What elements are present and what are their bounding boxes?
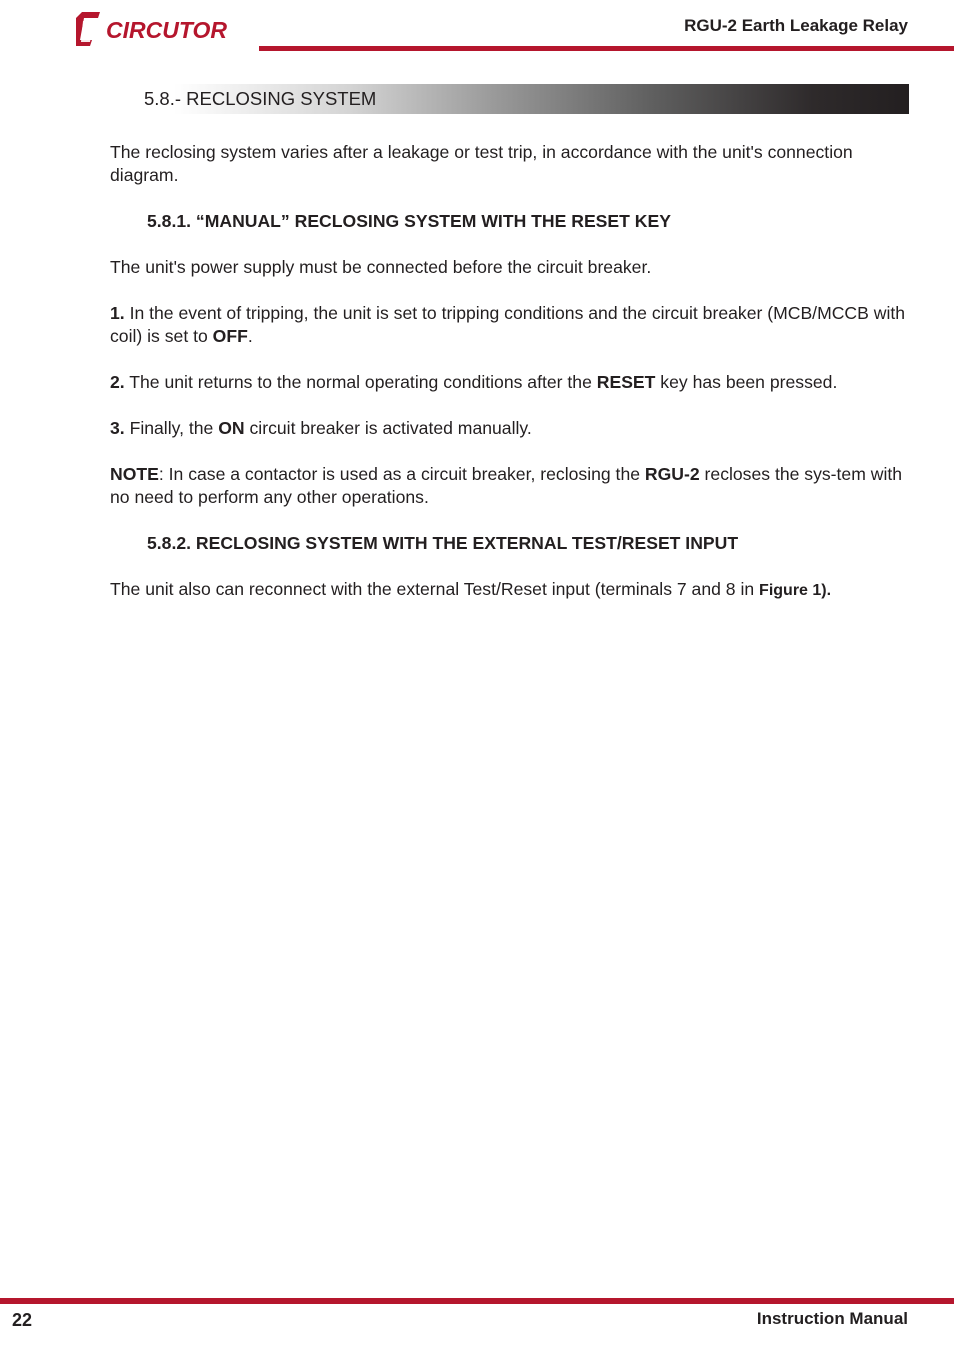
step-text-end: . [247, 326, 253, 346]
intro-paragraph: The reclosing system varies after a leakage or test trip, in accordance with the unit's connection diagram. [110, 142, 853, 185]
footer-rule [0, 1298, 954, 1304]
step-number: 2. [110, 372, 125, 392]
svg-text:CIRCUTOR: CIRCUTOR [106, 17, 227, 43]
page-number: 22 [12, 1310, 33, 1330]
figure-reference: Figure 1). [759, 582, 832, 599]
footer-title: Instruction Manual [756, 1309, 908, 1328]
step-text-end: circuit breaker is activated manually. [244, 418, 532, 438]
section-bar [110, 84, 909, 114]
step-text: Finally, the [124, 418, 219, 438]
power-supply-paragraph: The unit's power supply must be connected before the circuit breaker. [110, 257, 652, 277]
circutor-logo [70, 10, 250, 48]
step-1 [110, 302, 910, 348]
subsection-heading-external: 5.8.2. RECLOSING SYSTEM WITH THE EXTERNAL TEST/RESET INPUT [147, 533, 739, 553]
note-text-end: recloses the sys-tem with no need to perform any other operations. [110, 464, 903, 507]
external-paragraph [110, 578, 910, 602]
content [110, 141, 910, 625]
external-text: The unit also can reconnect with the external Test/Reset input (terminals 7 and 8 in [110, 579, 760, 599]
step-keyword: OFF [212, 326, 248, 346]
note-text: : In case a contactor is used as a circuit breaker, reclosing the [158, 464, 645, 484]
step-3 [110, 417, 910, 440]
step-text: In the event of tripping, the unit is set to tripping conditions and the circuit breaker (MCB/MCCB with coil) is set to [110, 303, 906, 346]
step-keyword: ON [218, 418, 245, 438]
step-keyword: RESET [596, 372, 656, 392]
note-label: NOTE [110, 464, 159, 484]
step-2 [110, 371, 910, 394]
step-number: 1. [110, 303, 125, 323]
section-title: 5.8.- RECLOSING SYSTEM [144, 88, 377, 109]
note-keyword: RGU-2 [644, 464, 700, 484]
step-text-end: key has been pressed. [655, 372, 838, 392]
subsection-heading-manual: 5.8.1. “MANUAL” RECLOSING SYSTEM WITH THE RESET KEY [147, 211, 671, 231]
header-rule [259, 46, 954, 51]
step-number: 3. [110, 418, 125, 438]
step-text: The unit returns to the normal operating conditions after the [124, 372, 597, 392]
header-title: RGU-2 Earth Leakage Relay [684, 16, 908, 35]
note [110, 463, 910, 509]
